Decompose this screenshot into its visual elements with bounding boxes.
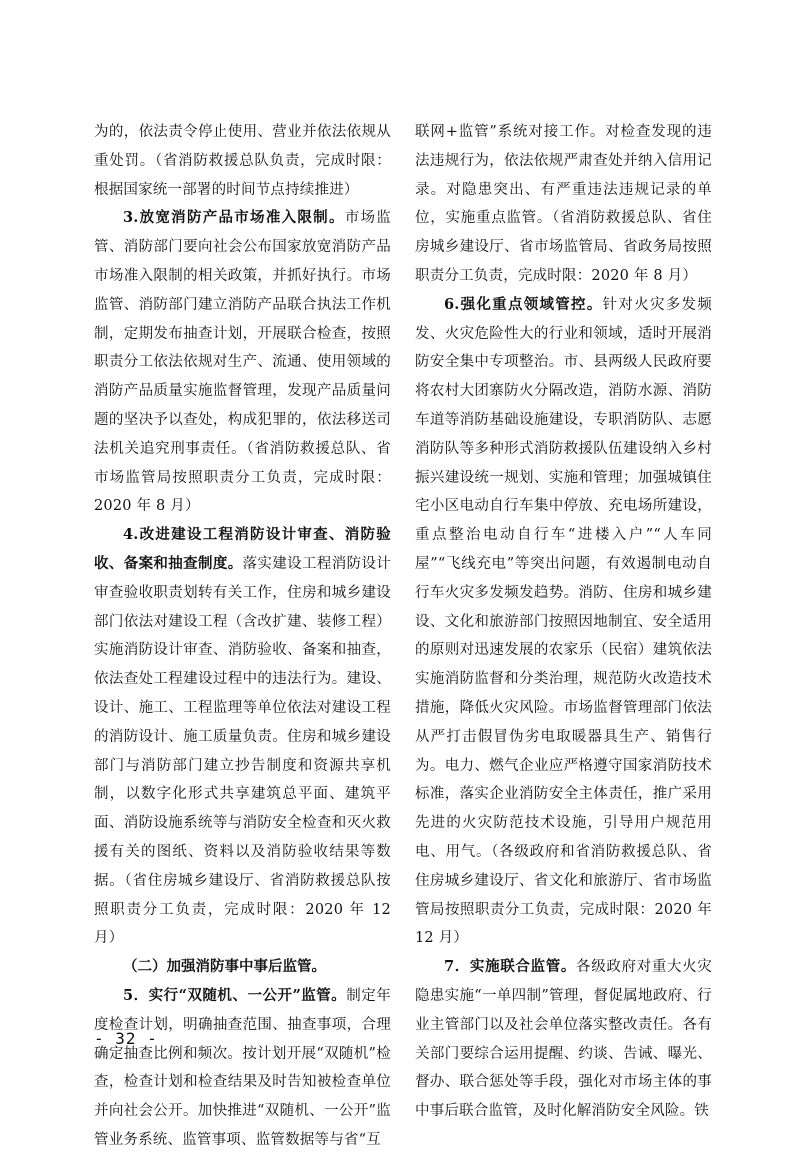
item-5-body: 制定年度检查计划，明确抽查范围、抽查事项，合理确定抽查比例和频次。按计划开展“双随机”检查，检查计划和检查结果及时告知被检查单位并向社会公开。加快推进“双随机、一公开”监管业务系统、监管事项、监管数据等与省“互 bbox=[94, 987, 391, 1148]
paragraph-5-continued: 联网+监管”系统对接工作。对检查发现的违法违规行为，依法依规严肃查处并纳入信用记录。对隐患突出、有严重违法违规记录的单位，实施重点监管。（省消防救援总队、省住房城乡建设厅、省市场监管局、省政务局按照职责分工负责，完成时限：2020 年 8 月） bbox=[415, 124, 712, 284]
item-5-heading: 5．实行“双随机、一公开”监管。 bbox=[123, 986, 347, 1004]
left-column bbox=[94, 118, 391, 1155]
paragraph-6 bbox=[415, 291, 712, 953]
item-7-body: 各级政府对重大火灾隐患实施“一单四制”管理，督促属地政府、行业主管部门以及社会单位落实整改责任。各有关部门要综合运用提醒、约谈、告诫、曝光、督办、联合惩处等手段，强化对市场主体的事中事后联合监管，及时化解消防安全风险。铁 bbox=[415, 959, 712, 1120]
item-7-heading: 7．实施联合监管。 bbox=[444, 958, 577, 976]
item-3-heading: 3.放宽消防产品市场准入限制。 bbox=[123, 209, 345, 227]
paragraph-3 bbox=[94, 204, 391, 521]
item-4-heading: 4.改进建设工程消防设计审查、消防验收、备案和抽查制度。 bbox=[94, 526, 391, 572]
paragraph-7 bbox=[415, 953, 712, 1126]
item-3-body: 市场监管、消防部门要向社会公布国家放宽消防产品市场准入限制的相关政策，并抓好执行。市场监管、消防部门建立消防产品联合执法工作机制，定期发布抽查计划，开展联合检查，按照职责分工依法依规对生产、流通、使用领域的消防产品质量实施监督管理，发现产品质量问题的坚决予以查处，构成犯罪的，依法移送司法机关追究刑事责任。（省消防救援总队、省市场监管局按照职责分工负责，完成时限：2020 年 8 月） bbox=[94, 210, 391, 515]
paragraph-4 bbox=[94, 521, 391, 953]
right-column bbox=[415, 118, 712, 1126]
item-6-body: 针对火灾多发频发、火灾危险性大的行业和领域，适时开展消防安全集中专项整治。市、县两级人民政府要将农村大团寨防火分隔改造，消防水源、消防车道等消防基础设施建设，专职消防队、志愿消防队等多种形式消防救援队伍建设纳入乡村振兴建设统一规划、实施和管理；加强城镇住宅小区电动自行车集中停放、充电场所建设，重点整治电动自行车“进楼入户”“人车同屋”“飞线充电”等突出问题，有效遏制电动自行车火灾多发频发趋势。消防、住房和城乡建设、文化和旅游部门按照因地制宜、安全适用的原则对迅速发展的农家乐（民宿）建筑依法实施消防监督和分类治理，规范防火改造技术措施，降低火灾风险。市场监督管理部门依法从严打击假冒伪劣电取暖器具生产、销售行为。电力、燃气企业应严格遵守国家消防技术标准，落实企业消防安全主体责任，推广采用先进的火灾防范技术设施，引导用户规范用电、用气。（各级政府和省消防救援总队、省住房城乡建设厅、省文化和旅游厅、省市场监管局按照职责分工负责，完成时限：2020 年 12 月） bbox=[415, 296, 712, 947]
paragraph-5 bbox=[94, 982, 391, 1155]
item-4-body: 落实建设工程消防设计审查验收职责划转有关工作，住房和城乡建设部门依法对建设工程（含改扩建、装修工程）实施消防设计审查、消防验收、备案和抽查，依法查处工程建设过程中的违法行为。建设、设计、施工、工程监理等单位依法对建设工程的消防设计、施工质量负责。住房和城乡建设部门与消防部门建立抄告制度和资源共享机制，以数字化形式共享建筑总平面、建筑平面、消防设施系统等与消防安全检查和灭火救援有关的图纸、资料以及消防验收结果等数据。（省住房城乡建设厅、省消防救援总队按照职责分工负责，完成时限：2020 年 12 月） bbox=[94, 555, 391, 947]
page-number: - 32 - bbox=[94, 1029, 158, 1048]
section-heading-2: （二）加强消防事中事后监管。 bbox=[123, 958, 326, 976]
paragraph-continued: 为的，依法责令停止使用、营业并依法依规从重处罚。（省消防救援总队负责，完成时限：根据国家统一部署的时间节点持续推进） bbox=[94, 124, 391, 198]
item-6-heading: 6.强化重点领域管控。 bbox=[444, 295, 603, 313]
